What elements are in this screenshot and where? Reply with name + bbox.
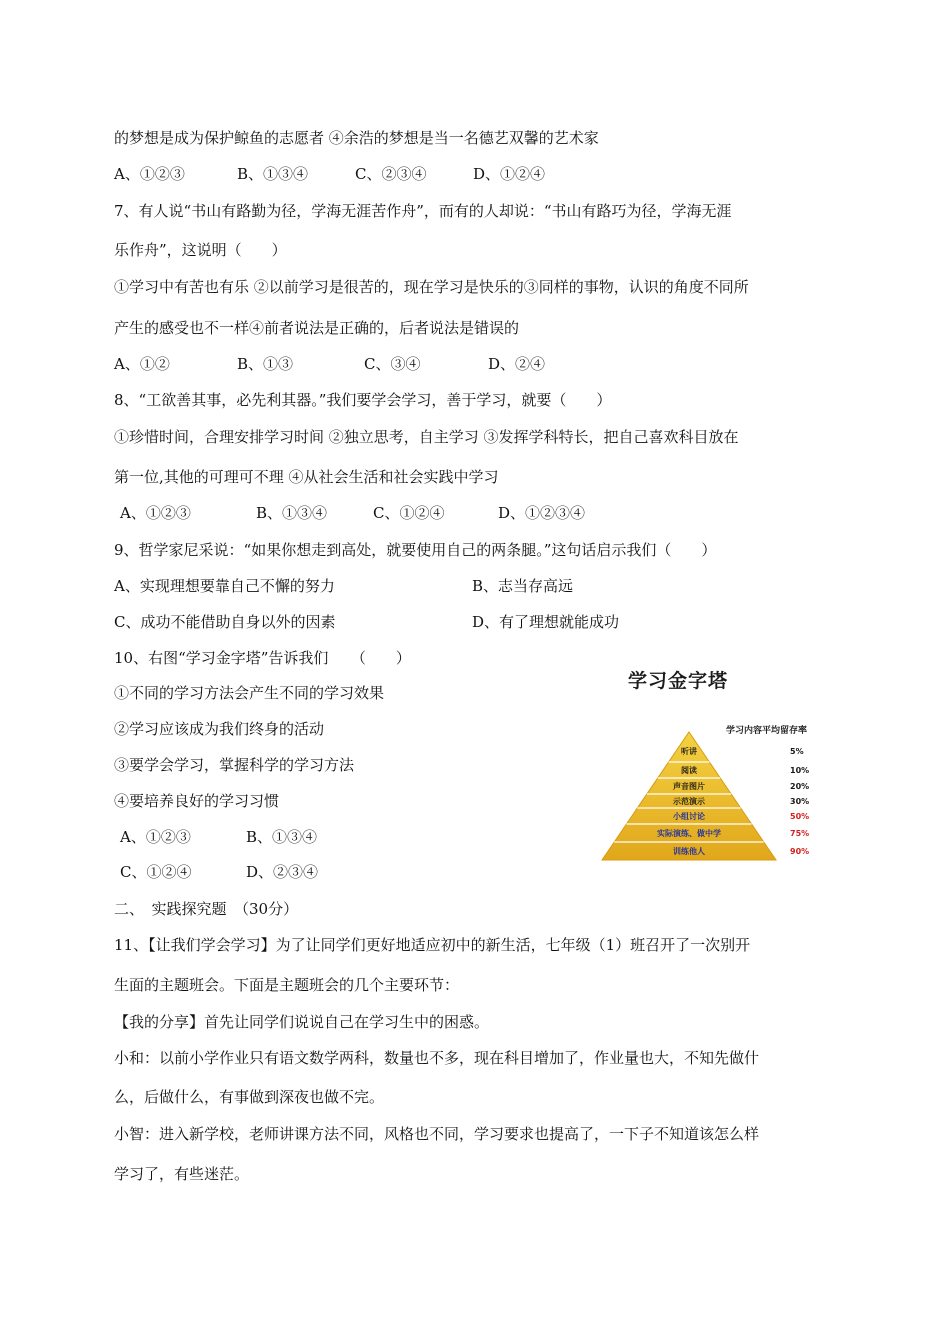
- text-line-l25: 【我的分享】首先让同学们说说自己在学习生中的困惑。: [114, 1013, 490, 1031]
- pyramid-graphic: [598, 662, 842, 868]
- pyramid-level-percent: 30%: [790, 797, 810, 806]
- text-line-l23: 11、【让我们学会学习】为了让同学们更好地适应初中的新生活，七年级（1）班召开了一次别开: [114, 936, 751, 954]
- answer-option-q7-1: B、①③: [237, 355, 294, 373]
- answer-option-q7-0: A、①②: [114, 355, 170, 373]
- pyramid-level-label: 实际演练、做中学: [657, 829, 721, 838]
- answer-option-q6-2: C、②③④: [355, 165, 427, 183]
- answer-option-q8-0: A、①②③: [120, 504, 191, 522]
- answer-option-q7-2: C、③④: [364, 355, 421, 373]
- pyramid-level-label: 听讲: [681, 747, 697, 756]
- text-line-l10: 第一位,其他的可理可不理 ④从社会生活和社会实践中学习: [114, 468, 499, 486]
- text-line-l15: 10、右图“学习金字塔”告诉我们 （ ）: [114, 649, 411, 667]
- text-line-l29: 学习了，有些迷茫。: [114, 1165, 250, 1183]
- text-line-l24: 生面的主题班会。下面是主题班会的几个主要环节：: [114, 976, 460, 994]
- answer-option-q10b-1: D、②③④: [246, 863, 319, 881]
- answer-option-q6-1: B、①③④: [237, 165, 309, 183]
- answer-option-q7-3: D、②④: [488, 355, 546, 373]
- pyramid-title: 学习金字塔: [628, 670, 729, 692]
- pyramid-level-percent: 75%: [790, 829, 810, 838]
- answer-option-q6-3: D、①②④: [473, 165, 546, 183]
- answer-option-q8-1: B、①③④: [256, 504, 328, 522]
- pyramid-subtitle: 学习内容平均留存率: [726, 726, 808, 736]
- answer-option-q9a-0: A、实现理想要靠自己不懈的努力: [114, 577, 335, 595]
- pyramid-level-label: 训练他人: [673, 847, 705, 856]
- text-line-l5: ①学习中有苦也有乐 ②以前学习是很苦的，现在学习是快乐的③同样的事物，认识的角度不同所: [114, 278, 749, 296]
- answer-option-q9a-1: B、志当存高远: [472, 577, 574, 595]
- pyramid-level-percent: 5%: [790, 747, 804, 756]
- pyramid-level-label: 阅读: [681, 766, 697, 775]
- answer-option-q9b-1: D、有了理想就能成功: [472, 613, 620, 631]
- answer-option-q6-0: A、①②③: [114, 165, 185, 183]
- answer-option-q9b-0: C、成功不能借助自身以外的因素: [114, 613, 336, 631]
- answer-option-q8-2: C、①②④: [373, 504, 445, 522]
- text-line-l19: ④要培养良好的学习习惯: [114, 792, 280, 810]
- text-line-l4: 乐作舟”，这说明（ ）: [114, 241, 287, 259]
- pyramid-level-percent: 50%: [790, 812, 810, 821]
- learning-pyramid-figure: [598, 662, 842, 868]
- pyramid-level-percent: 90%: [790, 847, 810, 856]
- answer-option-q10a-0: A、①②③: [120, 828, 191, 846]
- text-line-l22: 二、 实践探究题 （30分）: [114, 900, 299, 918]
- text-line-l18: ③要学会学习，掌握科学的学习方法: [114, 756, 355, 774]
- answer-option-q10a-1: B、①③④: [246, 828, 318, 846]
- answer-option-q8-3: D、①②③④: [498, 504, 586, 522]
- text-line-l12: 9、哲学家尼采说：“如果你想走到高处，就要使用自己的两条腿。”这句话启示我们（ ）: [114, 541, 717, 559]
- text-line-l28: 小智：进入新学校，老师讲课方法不同，风格也不同，学习要求也提高了，一下子不知道该怎么样: [114, 1125, 760, 1143]
- text-line-l16: ①不同的学习方法会产生不同的学习效果: [114, 684, 385, 702]
- text-line-l26: 小和：以前小学作业只有语文数学两科，数量也不多，现在科目增加了，作业量也大，不知先做什: [114, 1049, 760, 1067]
- pyramid-level-label: 小组讨论: [673, 812, 705, 821]
- text-line-l9: ①珍惜时间，合理安排学习时间 ②独立思考，自主学习 ③发挥学科特长，把自己喜欢科目放在: [114, 428, 739, 446]
- pyramid-level-percent: 20%: [790, 782, 810, 791]
- pyramid-level-label: 示范演示: [673, 797, 705, 806]
- text-line-l6: 产生的感受也不一样④前者说法是正确的，后者说法是错误的: [114, 319, 520, 337]
- text-line-l3: 7、有人说“书山有路勤为径，学海无涯苦作舟”，而有的人却说：“书山有路巧为径，学海无涯: [114, 202, 732, 220]
- text-line-l27: 么，后做什么，有事做到深夜也做不完。: [114, 1088, 385, 1106]
- answer-option-q10b-0: C、①②④: [120, 863, 192, 881]
- text-line-l8: 8、“工欲善其事，必先利其器。”我们要学会学习，善于学习，就要（ ）: [114, 391, 612, 409]
- text-line-l1: 的梦想是成为保护鲸鱼的志愿者 ④余浩的梦想是当一名德艺双馨的艺术家: [114, 129, 599, 147]
- pyramid-level-percent: 10%: [790, 766, 810, 775]
- text-line-l17: ②学习应该成为我们终身的活动: [114, 720, 325, 738]
- pyramid-level-label: 声音图片: [673, 782, 705, 791]
